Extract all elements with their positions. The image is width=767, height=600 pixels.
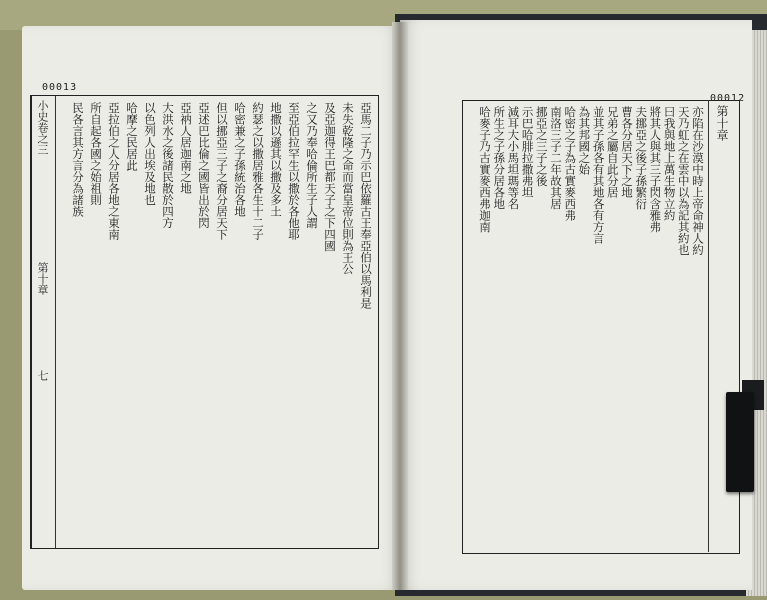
text-column: 將其人與其三子閃含雅弗 xyxy=(648,106,663,233)
book-gutter xyxy=(392,22,408,590)
bookmark-tab xyxy=(726,392,754,492)
text-column: 未失乾隆之命而當皇帝位則為王公 xyxy=(341,102,355,275)
text-column: 以色列人出埃及地也 xyxy=(143,102,157,206)
left-page-number: 00013 xyxy=(42,82,78,93)
text-column: 為其邦國之始 xyxy=(577,106,592,175)
text-column: 所自起各國之始祖則 xyxy=(89,102,103,206)
left-margin-folio: 七 xyxy=(36,370,49,381)
left-margin-rule xyxy=(55,96,56,548)
text-column: 哈密之子為古實麥西弗 xyxy=(563,106,578,221)
text-column: 挪亞之三子之後 xyxy=(534,106,549,187)
text-column: 之又乃奉哈倫所生子人謂 xyxy=(305,102,319,229)
text-column: 但以挪亞三子之裔分居天下 xyxy=(215,102,229,240)
text-column: 大洪水之後諸民散於四方 xyxy=(161,102,175,229)
text-column: 南洛三子二年故其居 xyxy=(549,106,563,210)
text-column: 示巴哈腓拉撒弗坦 xyxy=(520,106,535,198)
text-column: 亞衲人居迦南之地 xyxy=(179,102,193,194)
text-column: 並其子孫各有其地各有方言 xyxy=(591,106,606,244)
text-column: 地撒以遜其以撒及多土 xyxy=(269,102,283,217)
text-column: 哈麥子乃古實麥西弗迦南 xyxy=(478,106,492,233)
text-column: 夫挪亞之後子孫繁衍 xyxy=(634,106,649,210)
text-column: 哈摩之民居此 xyxy=(125,102,139,171)
right-page-number: 00012 xyxy=(710,93,746,104)
text-column: 至亞伯拉罕生以撒於各他耶 xyxy=(287,102,301,240)
text-column: 亞馬二子乃示巴依羅古王奉亞伯以馬利是 xyxy=(359,102,373,309)
left-margin-title: 小史卷之三 xyxy=(36,100,49,155)
text-column: 兄弟之屬自此分居 xyxy=(605,106,620,198)
text-column: 曰我與地上萬生物立約 xyxy=(662,106,677,221)
text-column: 約瑟之以撒居雅各生十二子 xyxy=(251,102,265,240)
text-column: 亞拉伯之人分居各地之東南 xyxy=(107,102,121,240)
left-margin-chapter: 第十章 xyxy=(36,262,49,295)
text-column: 民各言其方言分為諸族 xyxy=(71,102,85,217)
text-column: 減耳大小馬坦瑪等名 xyxy=(506,106,521,210)
text-column: 哈密兼之子孫統治各地 xyxy=(233,102,247,217)
text-column: 及亞迦得王巴都天子之下四國 xyxy=(323,102,337,252)
right-margin-rule xyxy=(708,100,709,552)
text-column: 亞述巴比倫之國皆出於閃 xyxy=(197,102,211,229)
text-column: 天乃虹之在雲中以為記其約也 xyxy=(676,106,691,256)
text-column: 亦陷在沙漠中時上帝命神人約 xyxy=(691,106,705,256)
text-column: 所生之子孫分居各地 xyxy=(492,106,507,210)
text-column: 曹各分居天下之地 xyxy=(620,106,634,198)
right-chapter-heading: 第十章 xyxy=(715,105,729,141)
